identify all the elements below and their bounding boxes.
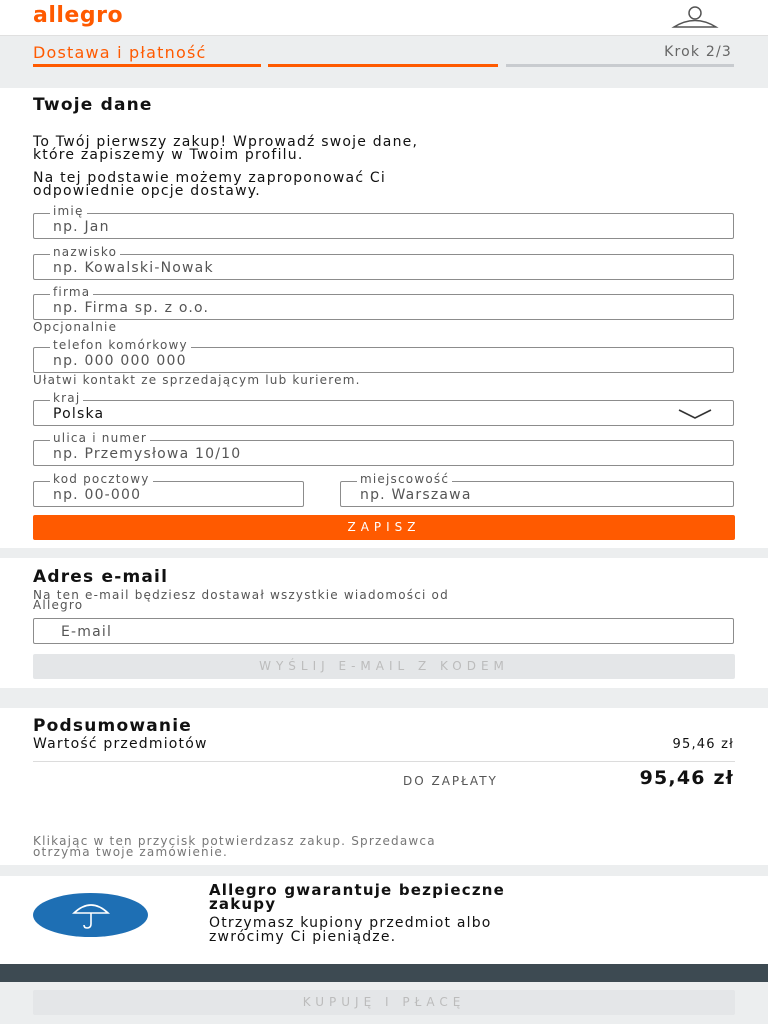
items-value: 95,46 zł [672,737,734,752]
save-button[interactable]: ZAPISZ [33,515,735,540]
city-placeholder: np. Warszawa [360,487,472,503]
step-progress-3 [506,64,734,67]
company-hint: Opcjonalnie [33,320,118,334]
chevron-down-icon [677,408,713,420]
guarantee-title-1: Allegro gwarantuje bezpieczne [209,881,505,899]
personal-data-title: Twoje dane [33,95,153,115]
email-info-line-1: Na ten e-mail będziesz dostawał wszystkie wiadomości od [33,588,449,602]
city-field[interactable] [340,472,734,507]
postal-code-field[interactable] [33,472,304,507]
first-name-label: imię [50,204,87,218]
first-name-placeholder: np. Jan [53,219,110,235]
step-counter: Krok 2/3 [664,44,732,60]
last-name-field[interactable] [33,245,734,280]
guarantee-title-2: zakupy [209,895,277,913]
allegro-logo[interactable]: allegro [33,3,124,28]
top-bar [0,0,768,36]
country-value: Polska [53,406,105,422]
street-field[interactable] [33,431,734,466]
buy-and-pay-button[interactable]: KUPUJĘ I PŁACĘ [33,990,735,1015]
city-label: miejscowość [357,472,452,486]
legal-line-1: Klikając w ten przycisk potwierdzasz zakup. Sprzedawca [33,834,436,848]
phone-label: telefon komórkowy [50,338,191,352]
first-name-field[interactable] [33,204,734,239]
send-email-code-button[interactable]: WYŚLIJ E-MAIL Z KODEM [33,654,735,679]
country-select[interactable] [33,391,734,426]
email-placeholder: E-mail [61,624,113,640]
email-title: Adres e-mail [33,567,169,587]
user-icon[interactable] [670,6,720,28]
street-label: ulica i numer [50,431,150,445]
company-placeholder: np. Firma sp. z o.o. [53,300,210,316]
summary-title: Podsumowanie [33,716,192,736]
intro-line-3: Na tej podstawie możemy zaproponować Ci [33,170,386,186]
to-pay-value: 95,46 zł [639,767,734,789]
company-field[interactable] [33,285,734,320]
company-label: firma [50,285,93,299]
bottom-dark-bar [0,964,768,982]
guarantee-text-2: zwrócimy Ci pieniądze. [209,929,397,945]
country-label: kraj [50,391,83,405]
postal-code-placeholder: np. 00-000 [53,487,142,503]
step-progress-2 [268,64,498,67]
intro-line-4: odpowiednie opcje dostawy. [33,183,261,199]
summary-divider [33,761,735,762]
postal-code-label: kod pocztowy [50,472,153,486]
step-progress-1 [33,64,261,67]
last-name-label: nazwisko [50,245,120,259]
guarantee-text-1: Otrzymasz kupiony przedmiot albo [209,915,492,931]
phone-hint: Ułatwi kontakt ze sprzedającym lub kurierem. [33,373,361,387]
intro-line-2: które zapiszemy w Twoim profilu. [33,147,304,163]
email-input[interactable] [33,618,734,644]
phone-placeholder: np. 000 000 000 [53,353,187,369]
umbrella-icon [72,901,110,929]
to-pay-label: DO ZAPŁATY [403,774,498,788]
street-placeholder: np. Przemysłowa 10/10 [53,446,242,462]
intro-line-1: To Twój pierwszy zakup! Wprowadź swoje dane, [33,134,419,150]
items-value-label: Wartość przedmiotów [33,736,208,752]
email-info-line-2: Allegro [33,598,84,612]
guarantee-badge [33,893,148,937]
legal-line-2: otrzyma twoje zamówienie. [33,845,228,859]
last-name-placeholder: np. Kowalski-Nowak [53,260,214,276]
step-title: Dostawa i płatność [33,43,207,62]
phone-field[interactable] [33,338,734,373]
